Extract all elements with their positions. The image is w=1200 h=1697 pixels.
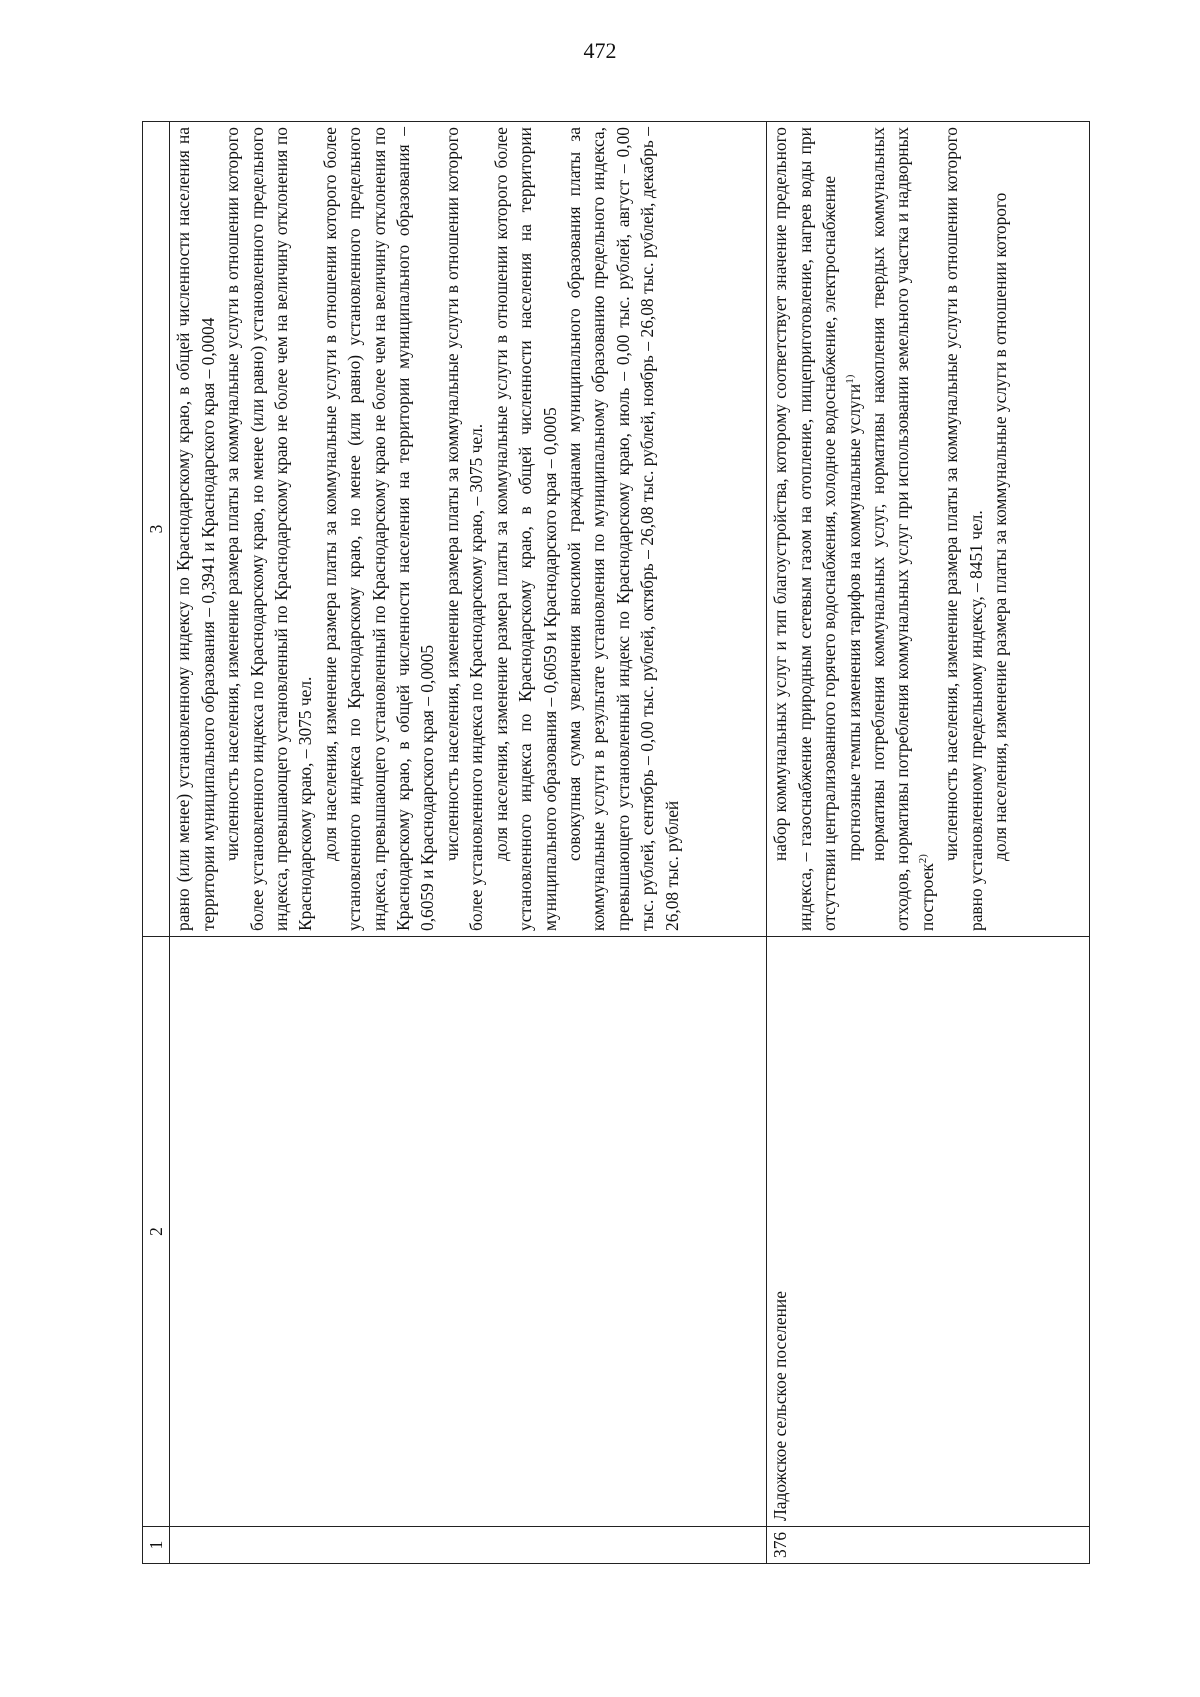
indicator-paragraph: численность населения, изменение размера платы за коммунальные услуги в отношении которого более установленного индекса по Краснодарскому краю, – 3075 чел. — [441, 127, 487, 931]
indicator-paragraph: прогнозные темпы изменения тарифов на коммунальные услуги$^{1)}$ — [843, 374, 864, 861]
indicator-paragraph: доля населения, изменение размера платы за коммунальные услуги в отношении которого более установленного индекса по Краснодарскому краю, в общей численности населения на территории муниципального образования – 0,6059 и Краснодарского края – 0,0005 — [490, 127, 560, 931]
indicator-paragraph: доля населения, изменение размера платы за коммунальные услуги в отношении которого — [990, 192, 1011, 861]
indicator-text-cell — [170, 122, 767, 937]
data-table — [142, 121, 1090, 1564]
row-number-cell — [170, 1527, 767, 1564]
indicator-paragraph: нормативы потребления коммунальных услуг, нормативы накопления твердых коммунальных отходов, нормативы потребления коммунальных услуг при использовании земельного участка и надворных построек$^{2)}$ — [868, 127, 937, 931]
footnote-mark: 1) — [843, 374, 856, 384]
column-number-row — [143, 122, 170, 1564]
indicator-paragraph: набор коммунальных услуг и тип благоустройства, которому соответствует значение предельного индекса, – газоснабжение природным сетевым газом на отопление, пищеприготовление, нагрев воды при отсутствии централизованного горячего водоснабжения, холодное водоснабжение, электроснабжение — [770, 127, 840, 931]
column-number-3: 3 — [143, 122, 170, 937]
column-number-2: 2 — [143, 937, 170, 1527]
rotated-table-frame — [142, 122, 1090, 1564]
indicator-text-cell — [767, 122, 1090, 937]
row-number-cell: 376 — [767, 1527, 1090, 1564]
indicator-paragraph: численность населения, изменение размера платы за коммунальные услуги в отношении которого равно установленному предельному индексу, – 8451 чел. — [941, 127, 986, 931]
table-row — [170, 122, 767, 1564]
indicator-paragraph: равно (или менее) установленному индексу по Краснодарскому краю, в общей численности населения на территории муниципального образования – 0,3941 и Краснодарского края – 0,0004 — [173, 127, 218, 931]
indicator-paragraph: численность населения, изменение размера платы за коммунальные услуги в отношении которого более установленного индекса по Краснодарскому краю, но менее (или равно) установленного предельного индекса, превышающего установленный по Краснодарскому краю не более чем на величину отклонения по Краснодарскому краю, – 3075 чел. — [222, 127, 316, 931]
column-number-1: 1 — [143, 1527, 170, 1564]
rotated-table-container — [142, 122, 1090, 1564]
indicator-paragraph: доля населения, изменение размера платы за коммунальные услуги в отношении которого более установленного индекса по Краснодарскому краю, но менее (или равно) установленного предельного индекса, превышающего установленный по Краснодарскому краю не более чем на величину отклонения по Краснодарскому краю, в общей численности населения на территории муниципального образования – 0,6059 и Краснодарского края – 0,0005 — [319, 127, 438, 931]
footnote-mark: 2) — [917, 854, 930, 864]
settlement-name-cell: Ладожское сельское поселение — [767, 937, 1090, 1527]
indicator-paragraph: совокупная сумма увеличения вносимой гражданами муниципального образования платы за коммунальные услуги в результате установления по муниципальному образованию предельного индекса, превышающего установленный индекс по Краснодарскому краю, июль – 0,00 тыс. рублей, август – 0,00 тыс. рублей, сентябрь – 0,00 тыс. рублей, октябрь – 26,08 тыс. рублей, ноябрь – 26,08 тыс. рублей, декабрь – 26,08 тыс. рублей — [563, 127, 682, 931]
page-number: 472 — [583, 38, 617, 63]
table-row — [767, 122, 1090, 1564]
settlement-name-cell — [170, 937, 767, 1527]
